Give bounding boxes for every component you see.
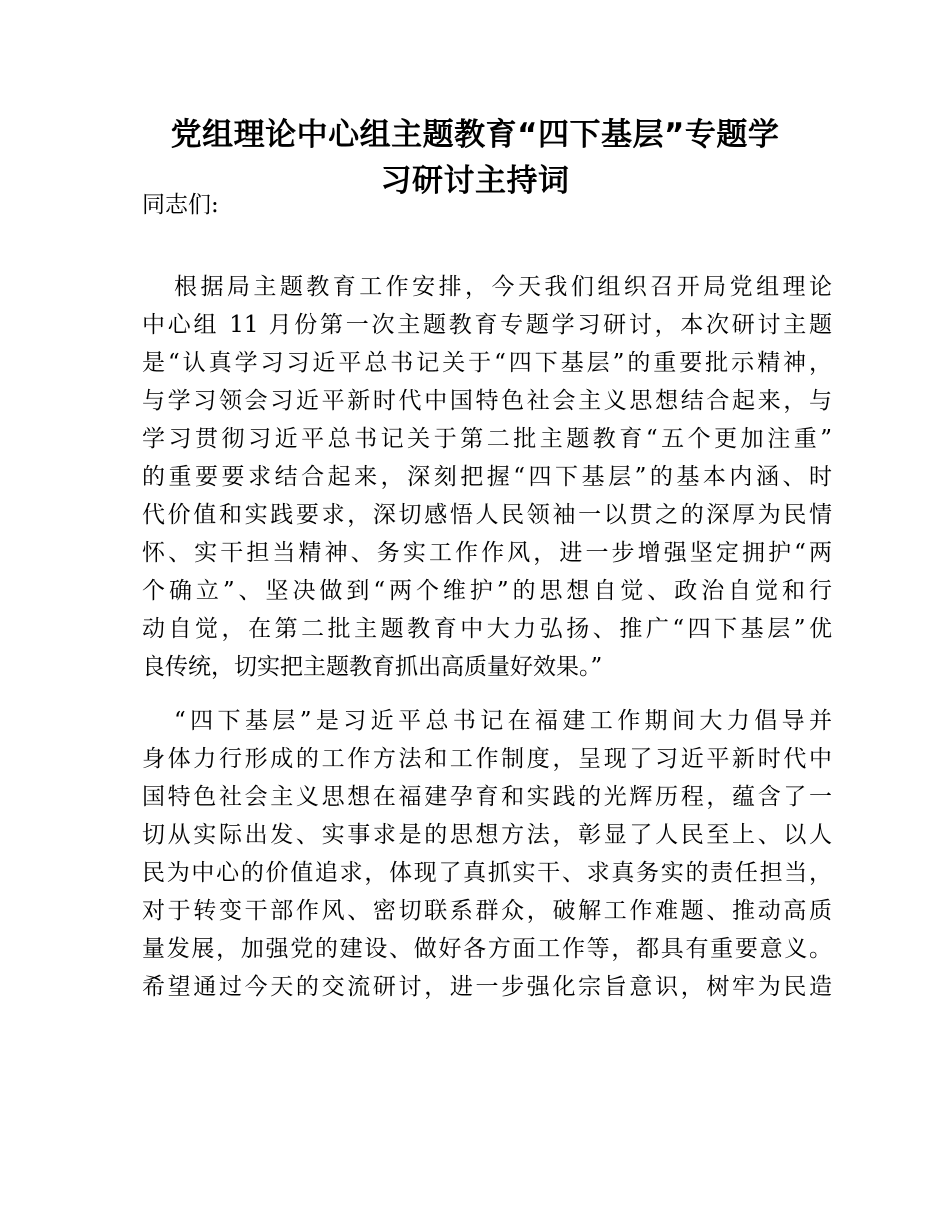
paragraph-line: 是“认真学习习近平总书记关于“四下基层”的重要批示精神，: [142, 350, 832, 376]
salutation: 同志们:: [142, 192, 219, 218]
paragraph-line: 量发展，加强党的建设、做好各方面工作等，都具有重要意义。: [142, 936, 832, 962]
paragraph-line: “四下基层”是习近平总书记在福建工作期间大力倡导并: [174, 708, 832, 734]
paragraph-line: 国特色社会主义思想在福建孕育和实践的光辉历程，蕴含了一: [142, 784, 832, 810]
title-line: 党组理论中心组主题教育“四下基层”专题学: [170, 117, 780, 153]
paragraph-line: 学习贯彻习近平总书记关于第二批主题教育“五个更加注重”: [142, 426, 832, 452]
paragraph-line: 怀、实干担当精神、务实工作作风，进一步增强坚定拥护“两: [142, 540, 832, 566]
document-body: [142, 268, 832, 1006]
paragraph-line: 身体力行形成的工作方法和工作制度，呈现了习近平新时代中: [142, 746, 832, 772]
paragraph-line: 的重要要求结合起来，深刻把握“四下基层”的基本内涵、时: [142, 464, 832, 490]
paragraph-line: 动自觉，在第二批主题教育中大力弘扬、推广“四下基层”优: [142, 616, 832, 642]
document-title: [120, 112, 830, 204]
paragraph-line: 代价值和实践要求，深切感悟人民领袖一以贯之的深厚为民情: [142, 502, 832, 528]
paragraph-line: 中心组 11 月份第一次主题教育专题学习研讨，本次研讨主题: [142, 312, 832, 338]
paragraph-line: 个确立”、坚决做到“两个维护”的思想自觉、政治自觉和行: [142, 578, 832, 604]
paragraph-line: 根据局主题教育工作安排，今天我们组织召开局党组理论: [174, 274, 832, 300]
paragraph-line: 民为中心的价值追求，体现了真抓实干、求真务实的责任担当，: [142, 860, 832, 886]
paragraph-line: 良传统，切实把主题教育抓出高质量好效果。”: [142, 654, 603, 680]
title-line: 习研讨主持词: [380, 163, 570, 199]
paragraph-line: 希望通过今天的交流研讨，进一步强化宗旨意识，树牢为民造: [142, 974, 832, 1000]
paragraph-line: 对于转变干部作风、密切联系群众，破解工作难题、推动高质: [142, 898, 832, 924]
paragraph-1: [142, 268, 832, 686]
paragraph-line: 切从实际出发、实事求是的思想方法，彰显了人民至上、以人: [142, 822, 832, 848]
paragraph-line: 与学习领会习近平新时代中国特色社会主义思想结合起来，与: [142, 388, 832, 414]
paragraph-2: [142, 702, 832, 1006]
